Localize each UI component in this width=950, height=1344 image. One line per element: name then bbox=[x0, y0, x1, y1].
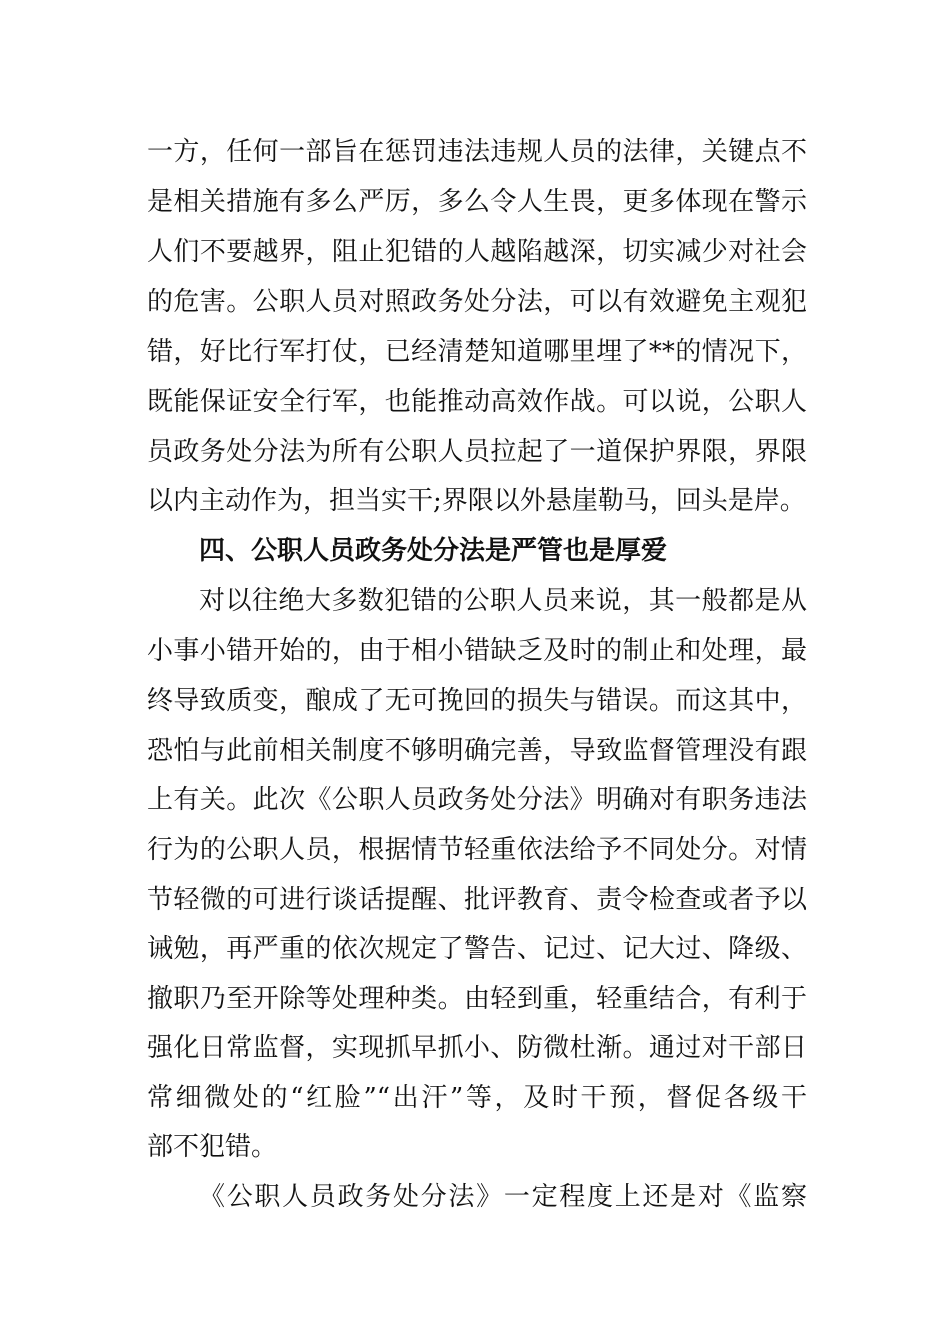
section-heading: 四、公职人员政务处分法是严管也是厚爱 bbox=[199, 536, 668, 566]
paragraph-2-line-1: 对以往绝大多数犯错的公职人员来说，其一般都是从 bbox=[199, 586, 807, 616]
paragraph-1-line-7: 员政务处分法为所有公职人员拉起了一道保护界限，界限 bbox=[147, 437, 807, 467]
paragraph-2-line-5: 上有关。此次《公职人员政务处分法》明确对有职务违法 bbox=[147, 785, 807, 815]
paragraph-2-line-6: 行为的公职人员，根据情节轻重依法给予不同处分。对情 bbox=[147, 835, 807, 865]
paragraph-2-line-3: 终导致质变，酿成了无可挽回的损失与错误。而这其中， bbox=[147, 686, 807, 716]
paragraph-3-line-1: 《公职人员政务处分法》一定程度上还是对《监察 bbox=[199, 1182, 807, 1212]
paragraph-2-line-7: 节轻微的可进行谈话提醒、批评教育、责令检查或者予以 bbox=[147, 885, 807, 915]
paragraph-1-line-6: 既能保证安全行军，也能推动高效作战。可以说，公职人 bbox=[147, 387, 807, 417]
paragraph-1-line-8: 以内主动作为，担当实干;界限以外悬崖勒马，回头是岸。 bbox=[147, 486, 806, 516]
paragraph-2-line-2: 小事小错开始的，由于相小错缺乏及时的制止和处理，最 bbox=[147, 636, 807, 666]
paragraph-2-line-9: 撤职乃至开除等处理种类。由轻到重，轻重结合，有利于 bbox=[147, 984, 807, 1014]
paragraph-1-line-2: 是相关措施有多么严厉，多么令人生畏，更多体现在警示 bbox=[147, 187, 807, 217]
paragraph-1-line-1: 一方，任何一部旨在惩罚违法违规人员的法律，关键点不 bbox=[147, 137, 807, 167]
paragraph-1-line-5: 错，好比行军打仗，已经清楚知道哪里埋了**的情况下， bbox=[147, 337, 807, 367]
paragraph-2-line-4: 恐怕与此前相关制度不够明确完善，导致监督管理没有跟 bbox=[147, 736, 807, 766]
paragraph-1-line-4: 的危害。公职人员对照政务处分法，可以有效避免主观犯 bbox=[147, 287, 807, 317]
paragraph-2-line-12: 部不犯错。 bbox=[147, 1132, 278, 1162]
paragraph-2-line-10: 强化日常监督，实现抓早抓小、防微杜渐。通过对干部日 bbox=[147, 1033, 807, 1063]
paragraph-2-line-11: 常细微处的“红脸”“出汗”等，及时干预，督促各级干 bbox=[147, 1083, 807, 1113]
paragraph-2-line-8: 诫勉，再严重的依次规定了警告、记过、记大过、降级、 bbox=[147, 934, 807, 964]
paragraph-1-line-3: 人们不要越界，阻止犯错的人越陷越深，切实减少对社会 bbox=[147, 237, 807, 267]
